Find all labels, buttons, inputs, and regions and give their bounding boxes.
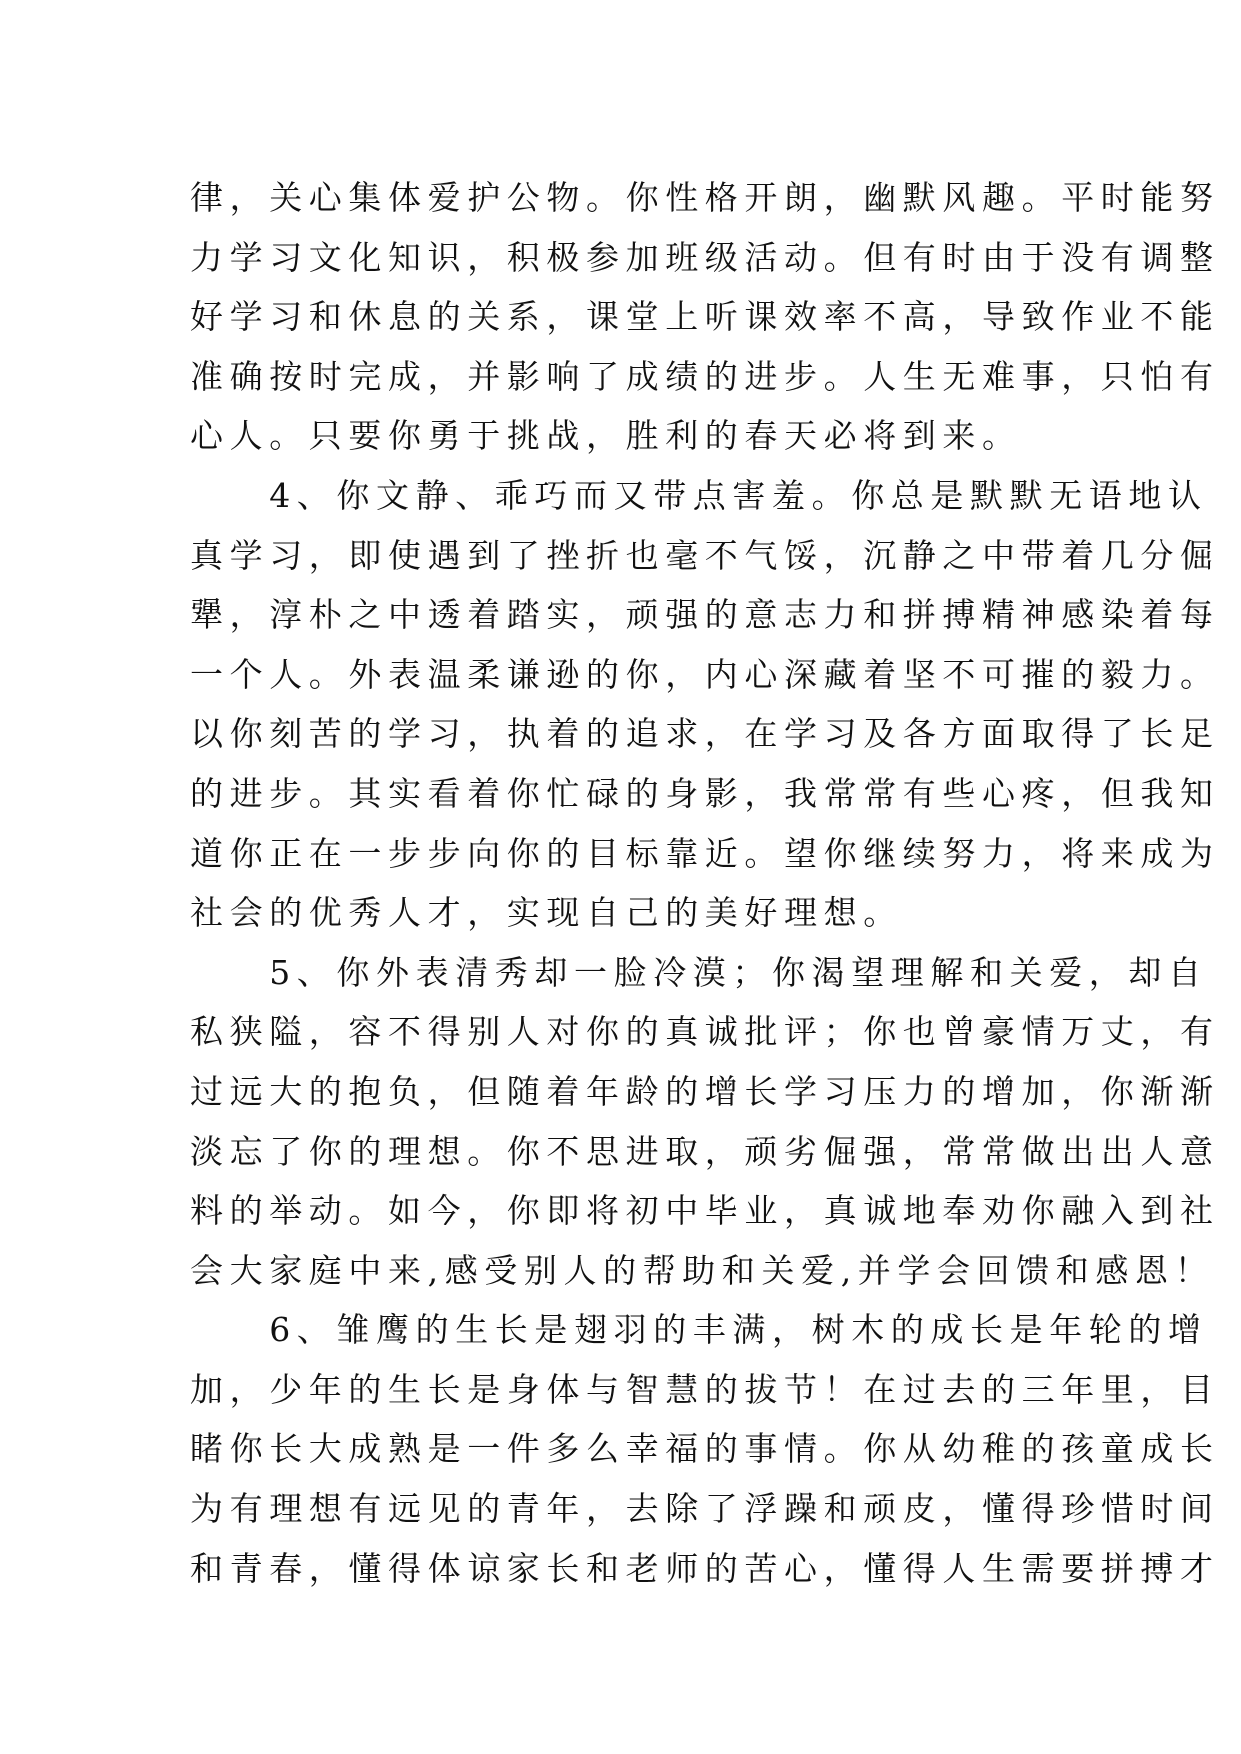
text-line: 律，关心集体爱护公物。你性格开朗，幽默风趣。平时能努 [190,178,1220,217]
text-line: 心人。只要你勇于挑战，胜利的春天必将到来。 [190,416,1022,456]
text-line: 准确按时完成，并影响了成绩的进步。人生无难事，只怕有 [190,356,1220,396]
paragraph-5-first-line: 5、你外表清秀却一脸冷漠；你渴望理解和关爱，却自 [190,952,1208,992]
text-line: 的进步。其实看着你忙碌的身影，我常常有些心疼，但我知 [190,773,1220,813]
text-line: 以你刻苦的学习，执着的追求，在学习及各方面取得了长足 [190,714,1220,754]
paragraph-6-first-line: 6、雏鹰的生长是翅羽的丰满，树木的成长是年轮的增 [190,1310,1208,1350]
text-line: 道你正在一步步向你的目标靠近。望你继续努力，将来成为 [190,833,1220,873]
text-line: 过远大的抱负，但随着年龄的增长学习压力的增加，你渐渐 [190,1071,1220,1111]
text-line: 私狭隘，容不得别人对你的真诚批评；你也曾豪情万丈，有 [190,1012,1220,1052]
text-line: 社会的优秀人才，实现自己的美好理想。 [190,893,903,933]
text-line: 好学习和休息的关系，课堂上听课效率不高，导致作业不能 [190,297,1220,337]
paragraph-4-first-line: 4、你文静、乖巧而又带点害羞。你总是默默无语地认 [190,475,1208,515]
text-line: 一个人。外表温柔谦逊的你，内心深藏着坚不可摧的毅力。 [190,654,1220,694]
text-line: 加，少年的生长是身体与智慧的拔节！在过去的三年里，目 [190,1369,1220,1409]
text-line: 会大家庭中来,感受别人的帮助和关爱,并学会回馈和感恩！ [190,1250,1215,1290]
text-line: 睹你长大成熟是一件多么幸福的事情。你从幼稚的孩童成长 [190,1429,1220,1469]
body-text [190,168,1220,1598]
text-line: 力学习文化知识，积极参加班级活动。但有时由于没有调整 [190,237,1220,277]
text-line: 真学习，即使遇到了挫折也毫不气馁，沉静之中带着几分倔 [190,535,1220,575]
text-line: 犟，淳朴之中透着踏实，顽强的意志力和拼搏精神感染着每 [190,595,1220,635]
text-line: 料的举动。如今，你即将初中毕业，真诚地奉劝你融入到社 [190,1191,1220,1231]
text-line: 淡忘了你的理想。你不思进取，顽劣倔强，常常做出出人意 [190,1131,1220,1171]
text-line: 和青春，懂得体谅家长和老师的苦心，懂得人生需要拼搏才 [190,1548,1220,1588]
text-line: 为有理想有远见的青年，去除了浮躁和顽皮，懂得珍惜时间 [190,1489,1220,1529]
